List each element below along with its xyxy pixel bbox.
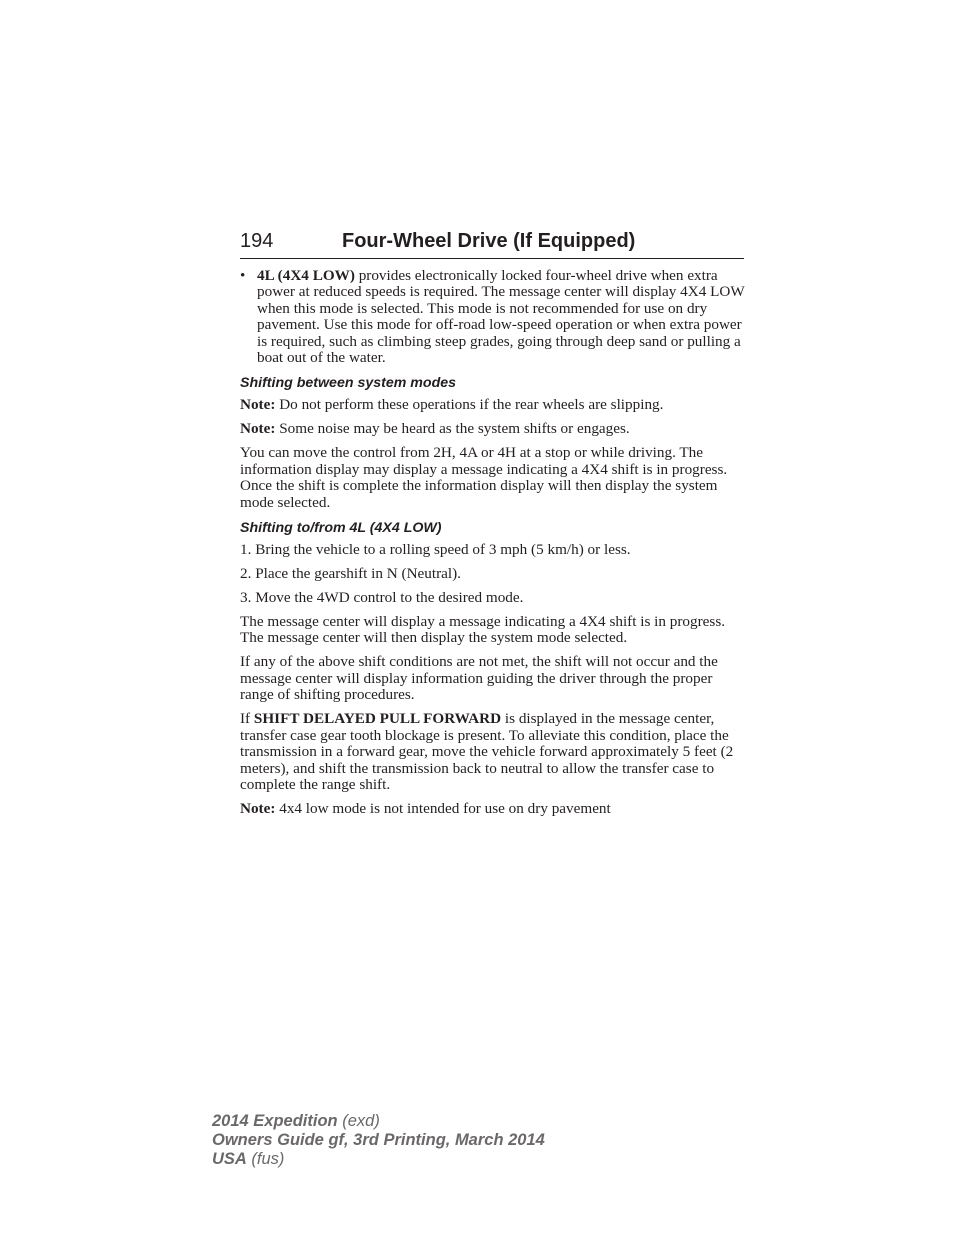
note-text: Some noise may be heard as the system shifts or engages. [275,420,630,438]
step-1: 1. Bring the vehicle to a rolling speed of 3 mph (5 km/h) or less. [240,541,631,559]
step-3: 3. Move the 4WD control to the desired mode. [240,589,524,607]
message-shift-delayed: SHIFT DELAYED PULL FORWARD [253,710,502,728]
subheading-shifting-modes: Shifting between system modes [240,375,457,392]
paragraph-shift-delayed [240,711,745,793]
para-prefix: If [240,710,254,728]
paragraph-conditions: If any of the above shift conditions are not met, the shift will not occur and the message center will display information guiding the driver through the proper range of shifting procedures. [240,653,718,704]
page-body [240,268,745,825]
footer-printing-line: Owners Guide gf, 3rd Printing, March 2014 [212,1131,545,1149]
section-title: Four-Wheel Drive (If Equipped) [342,230,636,252]
paragraph-message-center: The message center will display a message indicating a 4X4 shift is in progress. The message center will then display the system mode selected. [240,613,726,647]
bullet-item-4l [240,268,745,366]
footer-model-code: (exd) [337,1112,380,1130]
note-text: Do not perform these operations if the rear wheels are slipping. [275,396,664,414]
bullet-text: provides electronically locked four-wheel drive when extra power at reduced speeds is required. The message center will display 4X4 LOW when this mode is selected. This mode is not recommended for use on dry pavement. Use this mode for off-road low-speed operation or when extra power is required, such as climbing steep grades, going through deep sand or pulling a boat out of the water. [257,267,745,367]
note-label: Note: [240,799,276,817]
footer-market-line [212,1150,545,1169]
page-header [240,228,744,259]
bullet-term: 4L (4X4 LOW) [257,267,355,284]
page-number: 194 [240,230,274,252]
note-noise [240,421,745,437]
para-rest: is displayed in the message center, transfer case gear tooth blockage is present. To alleviate this condition, place the transmission in a forward gear, move the vehicle forward approximately 5 feet (2 meters), and shift the transmission back to neutral to allow the transfer case to complete the range shift. [240,710,734,793]
bullet-icon: • [240,267,246,284]
paragraph-move-control: You can move the control from 2H, 4A or 4H at a stop or while driving. The information display may display a message indicating a 4X4 shift is in progress. Once the shift is complete the information display will then display the system mode selected. [240,444,728,511]
note-text: 4x4 low mode is not intended for use on dry pavement [275,799,611,817]
note-label: Note: [240,420,276,438]
footer-market-code: (fus) [246,1150,285,1168]
footer-market: USA [212,1150,247,1168]
note-label: Note: [240,396,276,414]
footer-model-line [212,1112,545,1131]
footer-model: 2014 Expedition [212,1112,338,1130]
step-2: 2. Place the gearshift in N (Neutral). [240,565,461,583]
note-rear-wheels [240,397,745,413]
page-footer [212,1112,545,1169]
note-dry-pavement [240,801,745,817]
subheading-shifting-4l: Shifting to/from 4L (4X4 LOW) [240,520,442,537]
